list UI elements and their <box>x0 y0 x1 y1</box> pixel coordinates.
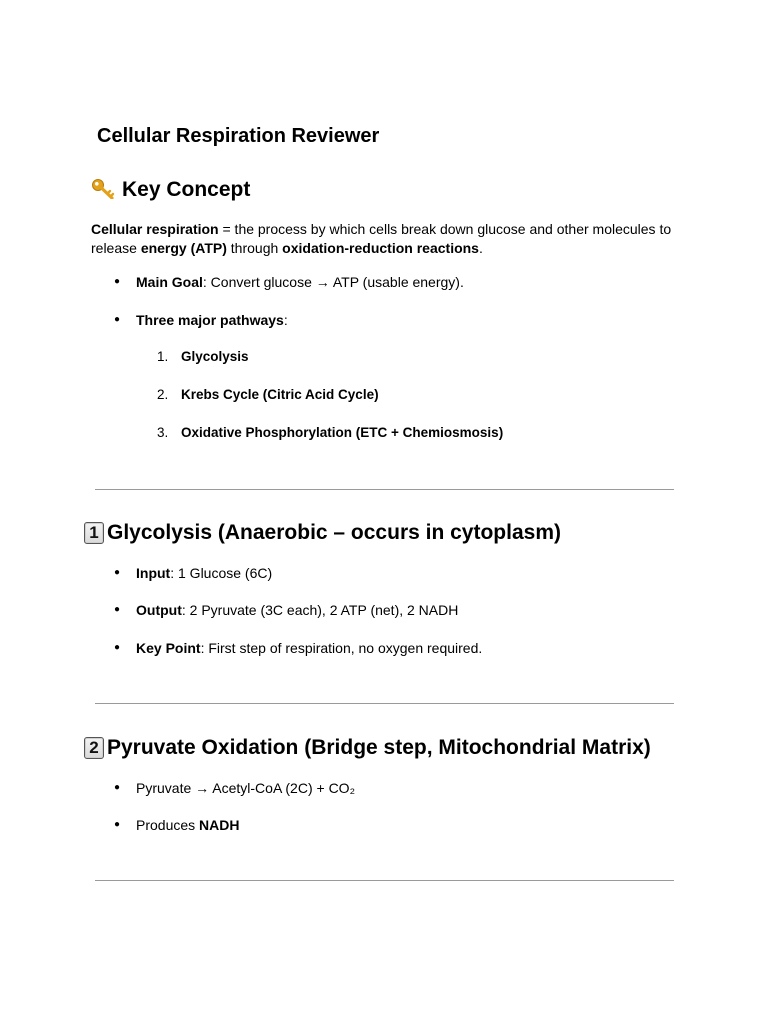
key-concept-bullets <box>114 273 464 291</box>
pyruvate-bullet-2 <box>114 816 240 834</box>
bullet-text: : 2 Pyruvate (3C each), 2 ATP (net), 2 NADH <box>181 602 459 618</box>
pyruvate-oxidation-heading <box>84 735 651 761</box>
bullet-label: Output <box>136 602 182 618</box>
glycolysis-heading-text: Glycolysis (Anaerobic – occurs in cytoplasm) <box>107 521 561 544</box>
intro-text-3: . <box>478 240 483 256</box>
glycolysis-bullet-output <box>114 601 458 619</box>
bullet-text: : Convert glucose → ATP (usable energy). <box>202 274 464 290</box>
bullet-bold: NADH <box>199 817 240 833</box>
bullet-text: : First step of respiration, no oxygen required. <box>200 640 483 656</box>
intro-reactions: oxidation-reduction reactions <box>282 240 479 256</box>
pathway-item-3 <box>157 424 503 442</box>
bullet-label: Key Point <box>136 640 201 656</box>
list-item <box>157 424 503 442</box>
list-item <box>114 564 272 582</box>
key-concept-bullets-2 <box>114 311 288 329</box>
pyruvate-oxidation-heading-text: Pyruvate Oxidation (Bridge step, Mitochondrial Matrix) <box>107 736 651 759</box>
list-item <box>157 348 249 366</box>
pathway-name: Krebs Cycle (Citric Acid Cycle) <box>181 387 379 402</box>
list-item <box>114 816 240 834</box>
list-item <box>114 311 288 329</box>
bullet-text: Produces <box>136 817 200 833</box>
list-item <box>114 601 458 619</box>
number-2-icon: 2 <box>84 737 104 759</box>
bullet-label: Three major pathways <box>136 312 284 328</box>
list-number: 1. <box>157 349 169 364</box>
intro-paragraph <box>91 220 681 258</box>
pathway-item-2 <box>157 386 379 404</box>
intro-text-2: through <box>226 240 283 256</box>
pathway-name: Glycolysis <box>181 349 249 364</box>
intro-term: Cellular respiration <box>91 221 219 237</box>
pathway-name: Oxidative Phosphorylation (ETC + Chemiosmosis) <box>181 425 504 440</box>
bullet-text: : 1 Glucose (6C) <box>170 565 273 581</box>
divider <box>95 703 674 704</box>
list-item <box>114 779 355 797</box>
key-concept-heading-text: Key Concept <box>122 178 251 201</box>
document-title: Cellular Respiration Reviewer <box>97 125 380 147</box>
glycolysis-bullet-input <box>114 564 272 582</box>
glycolysis-bullet-keypoint <box>114 639 482 657</box>
key-concept-heading <box>91 177 250 203</box>
glycolysis-heading <box>84 520 561 546</box>
intro-text-1: = the process by which cells break down glucose and other molecules to release <box>91 221 672 256</box>
intro-energy: energy (ATP) <box>140 240 227 256</box>
list-item <box>157 386 379 404</box>
list-item <box>114 273 464 291</box>
key-icon <box>91 177 117 199</box>
bullet-label: Input <box>136 565 171 581</box>
bullet-text: Pyruvate → Acetyl-CoA (2C) + CO₂ <box>136 780 356 796</box>
divider <box>95 880 674 881</box>
number-1-icon: 1 <box>84 522 104 544</box>
pathway-item-1 <box>157 348 249 366</box>
bullet-text: : <box>283 312 288 328</box>
list-item <box>114 639 482 657</box>
list-number: 3. <box>157 425 169 440</box>
bullet-label: Main Goal <box>136 274 203 290</box>
list-number: 2. <box>157 387 169 402</box>
pyruvate-bullet-1 <box>114 779 355 797</box>
divider <box>95 489 674 490</box>
